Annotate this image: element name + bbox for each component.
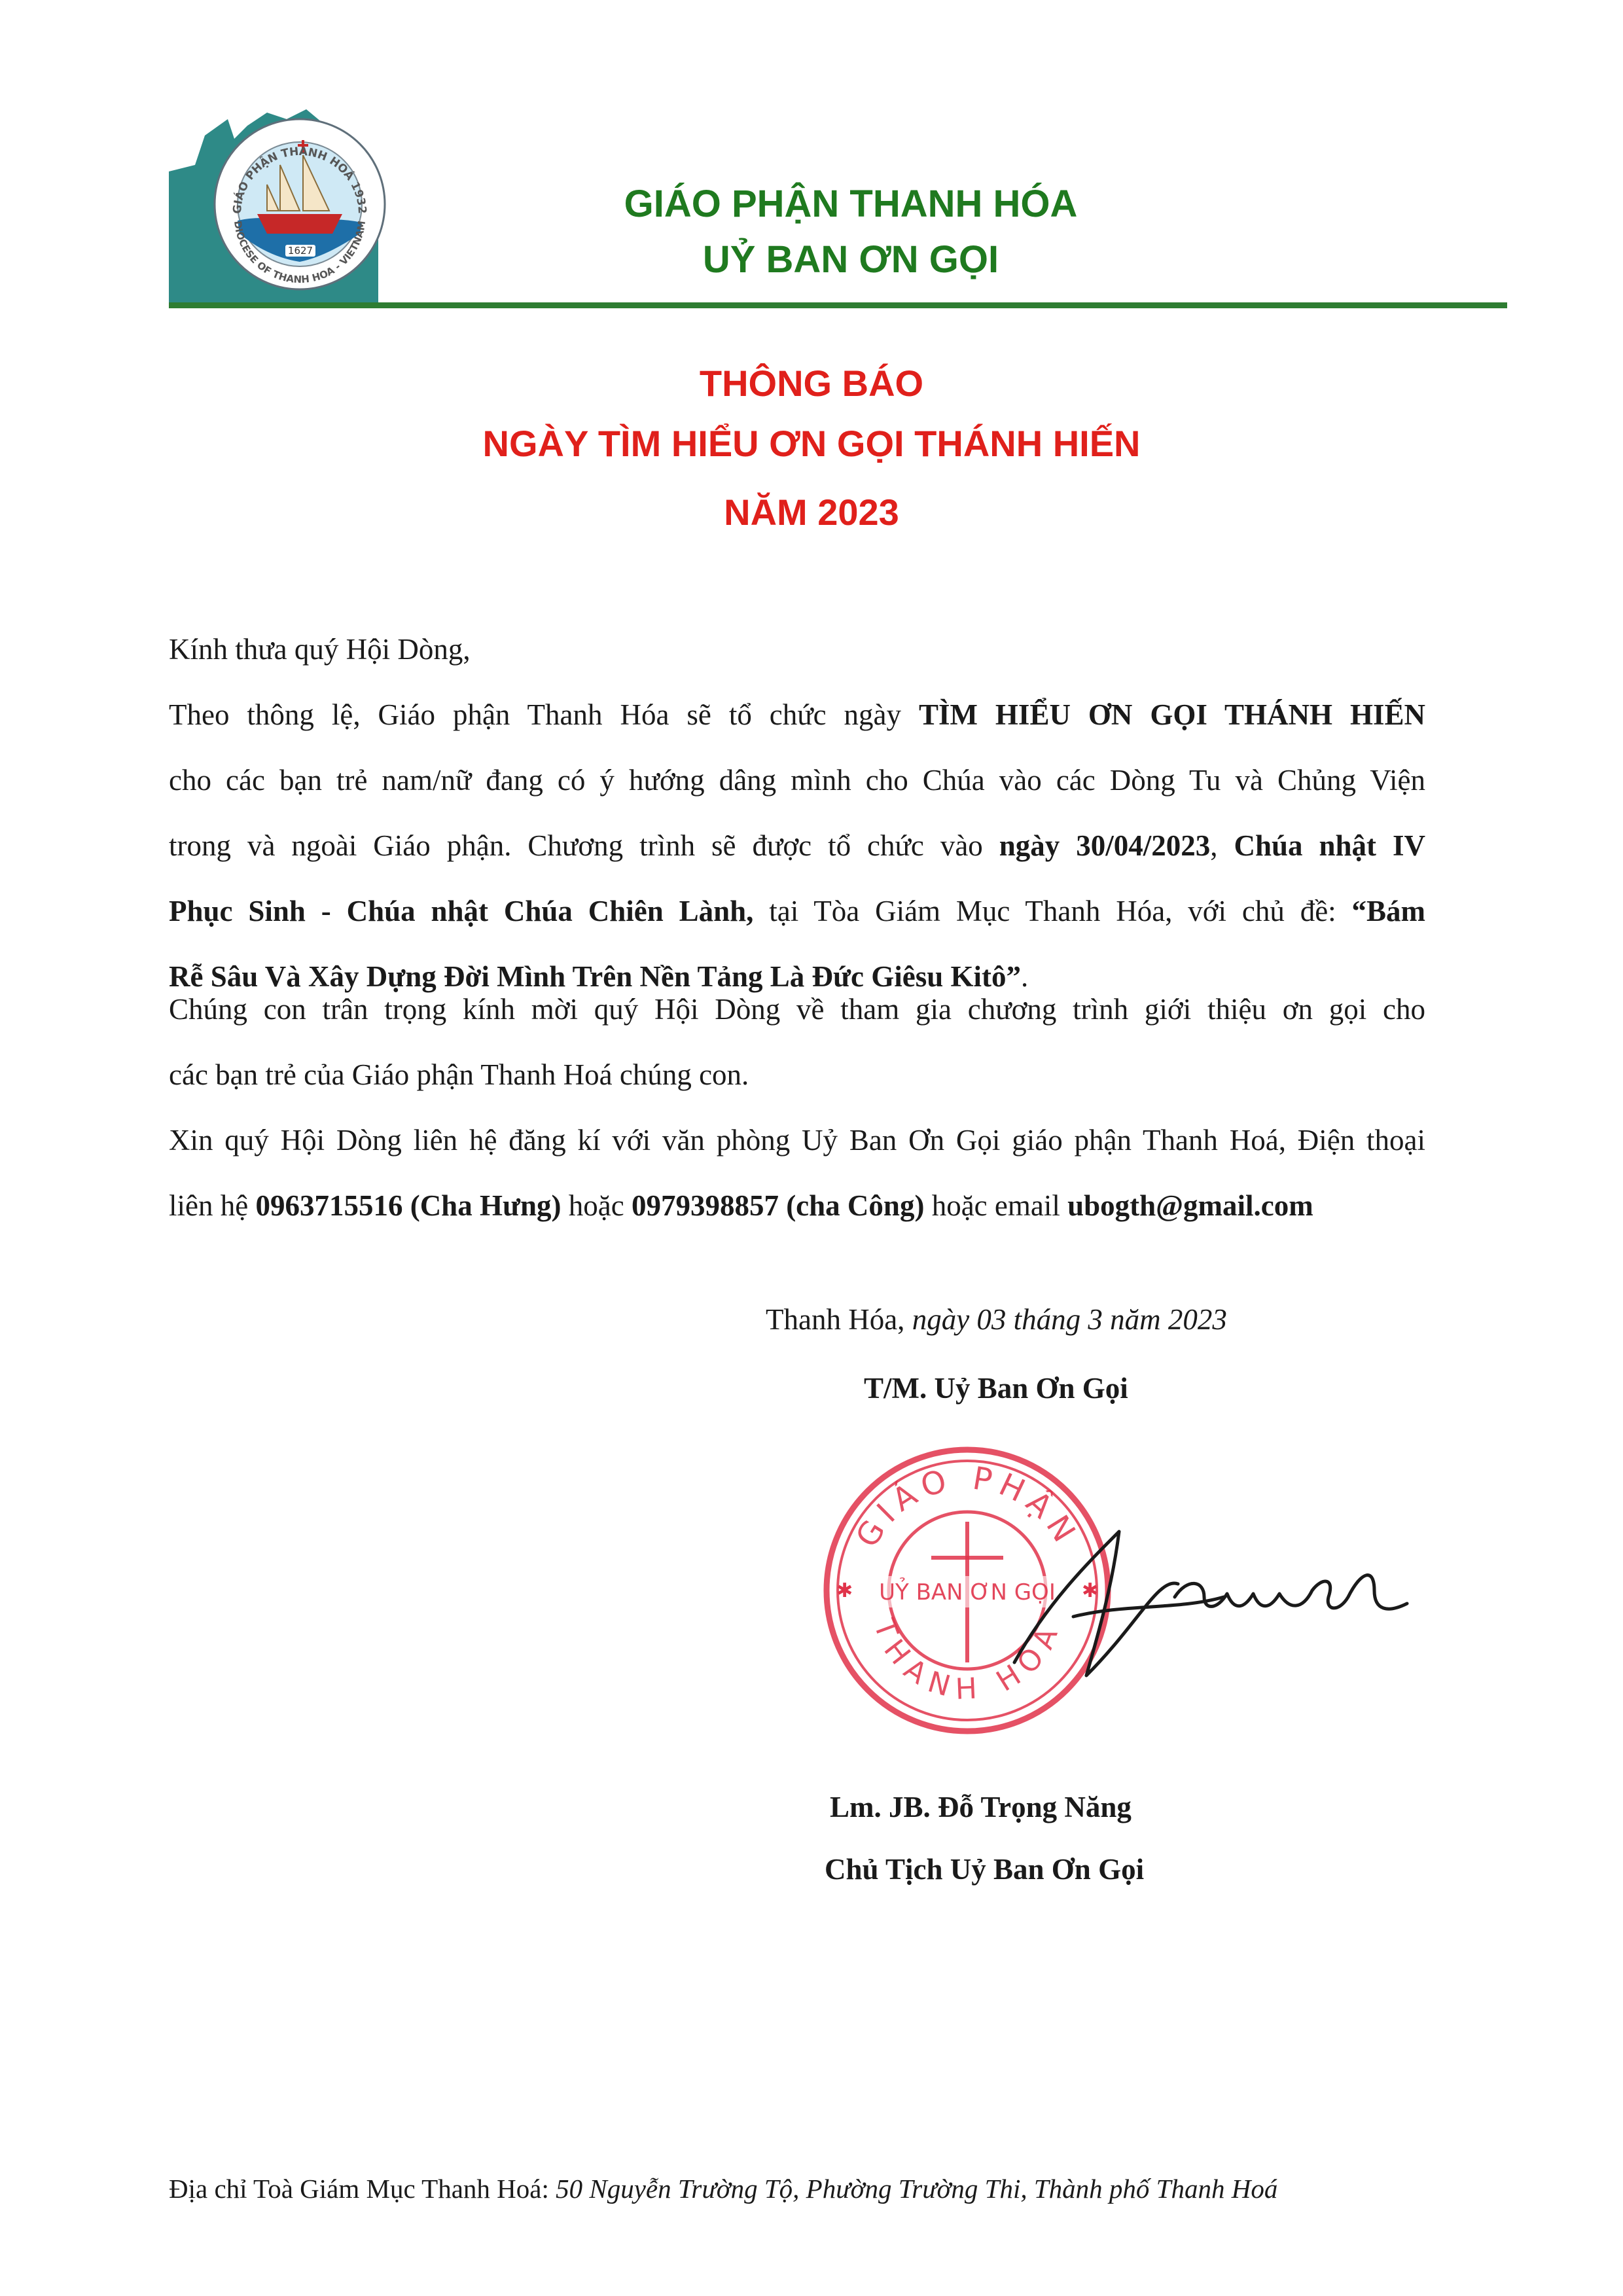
stamp-text-top: GIÁO PHẬN [848, 1460, 1086, 1554]
org-name: GIÁO PHẬN THANH HÓA [624, 183, 1078, 225]
logo-year: 1627 [287, 245, 313, 257]
phone-2: 0979398857 (cha Công) [631, 1189, 925, 1222]
stamp-text-middle: UỶ BAN ƠN GỌI [879, 1579, 1056, 1605]
stamp-text-bottom: THANH HÓA [866, 1615, 1068, 1706]
p1-line-3 [169, 813, 1425, 878]
footer-label: Địa chỉ Toà Giám Mục Thanh Hoá: [169, 2174, 556, 2204]
contact-email: ubogth@gmail.com [1067, 1189, 1313, 1222]
p3-or-1: hoặc [561, 1189, 632, 1222]
p1-text-i: tại Tòa Giám Mục Thanh Hóa, với chủ đề: [753, 895, 1352, 927]
logo-ring-text-bottom: DIOCESE OF THANH HOA - VIETNAM [232, 220, 368, 286]
stamp-star-right: ✱ [1082, 1579, 1099, 1602]
org-committee: UỶ BAN ƠN GỌI [702, 238, 999, 281]
p1-line-4 [169, 878, 1425, 944]
event-sunday-name: Phục Sinh - Chúa nhật Chúa Chiên Lành, [169, 895, 754, 927]
title-line-3: NĂM 2023 [724, 492, 899, 533]
paragraph-3 [169, 1107, 1425, 1238]
signer-title: Chủ Tịch Uỷ Ban Ơn Gọi [825, 1853, 1145, 1886]
stamp-star-left: ✱ [836, 1579, 853, 1602]
footer-address-value: 50 Nguyễn Trường Tộ, Phường Trường Thi, Thành phố Thanh Hoá [556, 2174, 1278, 2204]
greeting: Kính thưa quý Hội Dòng, [169, 633, 471, 666]
p3-line-2 [169, 1173, 1425, 1238]
p1-period: . [1021, 960, 1029, 993]
signature-strokes [1008, 1505, 1433, 1702]
p1-line-2: cho các bạn trẻ nam/nữ đang có ý hướng dâng mình cho Chúa vào các Dòng Tu và Chủng Viện [169, 764, 1425, 797]
theme-start: “Bám [1351, 895, 1426, 927]
footer-address [169, 2173, 1425, 2204]
p3-or-2: hoặc email [924, 1189, 1068, 1222]
p1-text-a: Theo thông lệ, Giáo phận Thanh Hóa sẽ tổ chức ngày [169, 698, 919, 731]
p2-line-1: Chúng con trân trọng kính mời quý Hội Dòng về tham gia chương trình giới thiệu ơn gọi cho [169, 993, 1425, 1026]
diocese-logo [169, 99, 418, 309]
p2-line-2: các bạn trẻ của Giáo phận Thanh Hoá chúng con. [169, 1058, 749, 1091]
place: Thanh Hóa, [766, 1303, 912, 1336]
p3-line-1: Xin quý Hội Dòng liên hệ đăng kí với văn phòng Uỷ Ban Ơn Gọi giáo phận Thanh Hoá, Điện thoại [169, 1124, 1425, 1157]
handwritten-signature [1008, 1505, 1433, 1702]
theme-rest: Rễ Sâu Và Xây Dựng Đời Mình Trên Nền Tảng Là Đức Giêsu Kitô” [169, 960, 1021, 993]
p3-text-b: liên hệ [169, 1189, 256, 1222]
on-behalf: T/M. Uỷ Ban Ơn Gọi [864, 1372, 1128, 1405]
place-date [766, 1302, 1227, 1336]
paragraph-1 [169, 682, 1425, 1009]
p1-text-d: trong và ngoài Giáo phận. Chương trình sẽ được tổ chức vào [169, 829, 999, 862]
logo-ring-text-top: GIÁO PHẬN THANH HOÁ 1932 [230, 145, 369, 215]
phone-1: 0963715516 (Cha Hưng) [255, 1189, 562, 1222]
event-name: TÌM HIỂU ƠN GỌI THÁNH HIẾN [918, 698, 1425, 731]
p1-line-1 [169, 682, 1425, 747]
header-divider [169, 302, 1507, 308]
title-line-1: THÔNG BÁO [699, 363, 924, 404]
event-sunday: Chúa nhật IV [1234, 829, 1425, 862]
date: ngày 03 tháng 3 năm 2023 [912, 1303, 1227, 1336]
title-line-2: NGÀY TÌM HIỂU ƠN GỌI THÁNH HIẾN [482, 423, 1141, 464]
signer-name: Lm. JB. Đỗ Trọng Năng [830, 1791, 1132, 1823]
p1-comma: , [1210, 829, 1234, 862]
diocese-logo-emblem [169, 99, 418, 309]
event-date: ngày 30/04/2023 [999, 829, 1211, 862]
paragraph-2 [169, 977, 1425, 1107]
